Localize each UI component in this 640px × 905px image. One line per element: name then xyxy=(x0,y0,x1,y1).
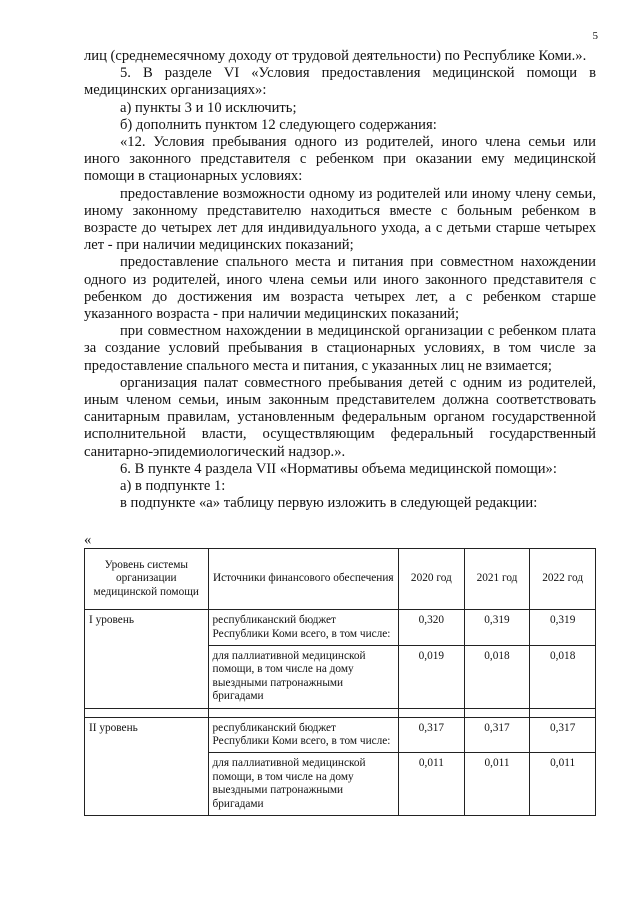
paragraph: 6. В пункте 4 раздела VII «Нормативы объема медицинской помощи»: xyxy=(120,460,557,477)
paragraph: лиц (среднемесячному доходу от трудовой деятельности) по Республике Коми.». xyxy=(84,48,587,64)
cell-2020: 0,317 xyxy=(399,717,465,753)
paragraph: а) в подпункте 1: xyxy=(120,478,226,495)
paragraph: в подпункте «а» таблицу первую изложить в следующей редакции: xyxy=(120,495,538,512)
cell-2020: 0,320 xyxy=(399,610,465,646)
spacer-cell xyxy=(530,708,596,717)
table-header-row xyxy=(85,549,596,610)
cell-2020: 0,011 xyxy=(399,753,465,816)
cell-2022: 0,011 xyxy=(530,753,596,816)
cell-2022: 0,317 xyxy=(530,717,596,753)
financing-table xyxy=(84,548,596,816)
table-row xyxy=(85,717,596,753)
cell-2021: 0,319 xyxy=(464,610,530,646)
paragraph: предоставление спального места и питания при совместном нахождении одного из родителей, иного члена семьи или иного законного представителя с ребенком до достижения им возраста четырех лет, а с ребенком старше указанного возраста - при наличии медицинских показаний; xyxy=(84,254,596,323)
spacer-cell xyxy=(208,708,399,717)
body-text xyxy=(84,48,596,512)
cell-2021: 0,018 xyxy=(464,646,530,709)
cell-level: II уровень xyxy=(85,717,209,815)
header-2022: 2022 год xyxy=(530,549,596,610)
paragraph: «12. Условия пребывания одного из родителей, иного члена семьи или иного законного представителя с ребенком при оказании ему медицинской помощи в стационарных условиях: xyxy=(84,134,596,185)
cell-source: республиканский бюджет Республики Коми всего, в том числе: xyxy=(208,717,399,753)
cell-2022: 0,319 xyxy=(530,610,596,646)
paragraph: б) дополнить пунктом 12 следующего содержания: xyxy=(120,116,437,133)
paragraph: организация палат совместного пребывания детей с одним из родителей, иным членом семьи, иным законным представителем должна соответствовать санитарным правилам, установленным федеральным органом государственной исполнительной власти, осуществляющим федеральный государственный санитарно-эпидемиологический надзор.». xyxy=(84,374,596,460)
page-number: 5 xyxy=(592,30,598,42)
spacer-cell xyxy=(399,708,465,717)
cell-source: для паллиативной медицинской помощи, в том числе на дому выездными патронажными бригадами xyxy=(208,646,399,709)
spacer-cell xyxy=(464,708,530,717)
cell-2021: 0,011 xyxy=(464,753,530,816)
header-2021: 2021 год xyxy=(464,549,530,610)
cell-2020: 0,019 xyxy=(399,646,465,709)
table-spacer-row xyxy=(85,708,596,717)
cell-2021: 0,317 xyxy=(464,717,530,753)
paragraph: 5. В разделе VI «Условия предоставления медицинской помощи в медицинских организациях»: xyxy=(84,65,596,99)
paragraph: при совместном нахождении в медицинской организации с ребенком плата за создание условий пребывания в стационарных условиях, в том числе за предоставление спального места и питания, с указанных лиц не взимается; xyxy=(84,323,596,374)
cell-2022: 0,018 xyxy=(530,646,596,709)
cell-source: республиканский бюджет Республики Коми всего, в том числе: xyxy=(208,610,399,646)
paragraph: а) пункты 3 и 10 исключить; xyxy=(120,99,297,116)
header-level: Уровень системы организации медицинской помощи xyxy=(85,549,209,610)
cell-level: I уровень xyxy=(85,610,209,708)
spacer-cell xyxy=(85,708,209,717)
paragraph: предоставление возможности одному из родителей или иному члену семьи, иному законному представителю находиться вместе с больным ребенком в возрасте до четырех лет для индивидуального ухода, а с детьми старше четырех лет - при наличии медицинских показаний; xyxy=(84,185,596,254)
quote-open-mark: « xyxy=(84,532,92,548)
cell-source: для паллиативной медицинской помощи, в том числе на дому выездными патронажными бригадами xyxy=(208,753,399,816)
header-source: Источники финансового обеспечения xyxy=(208,549,399,610)
table-row xyxy=(85,610,596,646)
header-2020: 2020 год xyxy=(399,549,465,610)
